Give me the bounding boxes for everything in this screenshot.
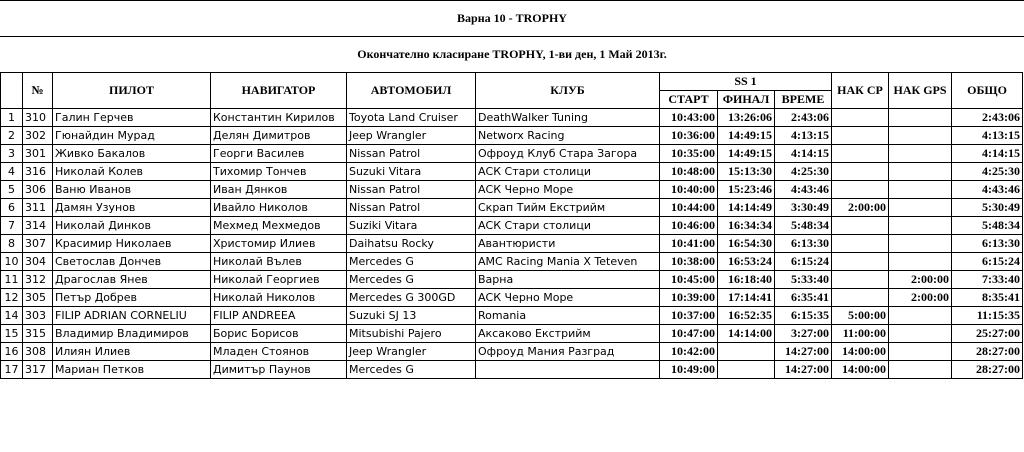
cell-total: 2:43:06: [952, 109, 1023, 127]
cell-navigator: Борис Борисов: [211, 325, 347, 343]
results-table: [0, 72, 1023, 379]
cell-car: Nissan Patrol: [347, 145, 476, 163]
cell-start: 10:42:00: [660, 343, 718, 361]
cell-nak-gps: [889, 199, 952, 217]
cell-start: 10:48:00: [660, 163, 718, 181]
cell-time: 4:25:30: [775, 163, 832, 181]
cell-car: Mercedes G: [347, 361, 476, 379]
cell-number: 307: [23, 235, 53, 253]
table-row: [1, 271, 1023, 289]
cell-pilot: Драгослав Янев: [53, 271, 211, 289]
cell-club: АСК Черно Море: [476, 289, 660, 307]
table-row: [1, 235, 1023, 253]
cell-start: 10:40:00: [660, 181, 718, 199]
cell-navigator: Николай Николов: [211, 289, 347, 307]
cell-finish: 15:23:46: [718, 181, 775, 199]
cell-pilot: Илиян Илиев: [53, 343, 211, 361]
cell-number: 308: [23, 343, 53, 361]
cell-nak-cp: [832, 145, 889, 163]
cell-time: 6:15:35: [775, 307, 832, 325]
cell-time: 14:27:00: [775, 343, 832, 361]
table-row: [1, 199, 1023, 217]
cell-position: 16: [1, 343, 23, 361]
cell-club: Romania: [476, 307, 660, 325]
table-row: [1, 127, 1023, 145]
cell-pilot: Ваню Иванов: [53, 181, 211, 199]
cell-nak-cp: [832, 253, 889, 271]
cell-pilot: Петър Добрев: [53, 289, 211, 307]
cell-total: 25:27:00: [952, 325, 1023, 343]
cell-number: 302: [23, 127, 53, 145]
cell-nak-gps: 2:00:00: [889, 271, 952, 289]
document-subtitle: Окончателно класиране TROPHY, 1-ви ден, 1 Май 2013г.: [357, 47, 667, 61]
cell-position: 7: [1, 217, 23, 235]
cell-total: 5:30:49: [952, 199, 1023, 217]
cell-finish: 14:14:00: [718, 325, 775, 343]
cell-time: 5:33:40: [775, 271, 832, 289]
cell-time: 6:35:41: [775, 289, 832, 307]
cell-pilot: Николай Колев: [53, 163, 211, 181]
document-title: Варна 10 - TROPHY: [457, 11, 567, 25]
cell-car: Nissan Patrol: [347, 181, 476, 199]
cell-car: Jeep Wrangler: [347, 343, 476, 361]
header-car: АВТОМОБИЛ: [347, 73, 476, 109]
cell-finish: 14:49:15: [718, 127, 775, 145]
cell-club: АСК Черно Море: [476, 181, 660, 199]
cell-navigator: Иван Дянков: [211, 181, 347, 199]
cell-position: 15: [1, 325, 23, 343]
cell-pilot: Галин Герчев: [53, 109, 211, 127]
cell-car: Nissan Patrol: [347, 199, 476, 217]
cell-number: 306: [23, 181, 53, 199]
cell-finish: 14:49:15: [718, 145, 775, 163]
cell-navigator: Делян Димитров: [211, 127, 347, 145]
cell-nak-cp: 14:00:00: [832, 361, 889, 379]
cell-time: 4:14:15: [775, 145, 832, 163]
cell-navigator: Николай Георгиев: [211, 271, 347, 289]
cell-navigator: Мехмед Мехмедов: [211, 217, 347, 235]
cell-club: Офроуд Мания Разград: [476, 343, 660, 361]
cell-club: Networx Racing: [476, 127, 660, 145]
cell-total: 28:27:00: [952, 343, 1023, 361]
table-row: [1, 163, 1023, 181]
cell-pilot: Николай Динков: [53, 217, 211, 235]
cell-position: 14: [1, 307, 23, 325]
cell-nak-cp: [832, 127, 889, 145]
cell-start: 10:46:00: [660, 217, 718, 235]
cell-navigator: Георги Василев: [211, 145, 347, 163]
cell-nak-gps: [889, 361, 952, 379]
cell-car: Mitsubishi Pajero: [347, 325, 476, 343]
table-row: [1, 181, 1023, 199]
table-row: [1, 217, 1023, 235]
cell-finish: [718, 361, 775, 379]
cell-nak-cp: [832, 217, 889, 235]
cell-time: 3:27:00: [775, 325, 832, 343]
cell-nak-gps: [889, 325, 952, 343]
cell-finish: 15:13:30: [718, 163, 775, 181]
table-row: [1, 109, 1023, 127]
cell-number: 304: [23, 253, 53, 271]
cell-finish: 16:53:24: [718, 253, 775, 271]
cell-navigator: Ивайло Николов: [211, 199, 347, 217]
table-row: [1, 253, 1023, 271]
cell-nak-gps: [889, 127, 952, 145]
cell-time: 6:15:24: [775, 253, 832, 271]
cell-number: 305: [23, 289, 53, 307]
cell-club: AMC Racing Mania X Teteven: [476, 253, 660, 271]
header-total: ОБЩО: [952, 73, 1023, 109]
cell-number: 311: [23, 199, 53, 217]
header-club: КЛУБ: [476, 73, 660, 109]
cell-navigator: Тихомир Тончев: [211, 163, 347, 181]
cell-number: 314: [23, 217, 53, 235]
cell-pilot: Владимир Владимиров: [53, 325, 211, 343]
cell-nak-gps: [889, 253, 952, 271]
cell-time: 14:27:00: [775, 361, 832, 379]
cell-position: 5: [1, 181, 23, 199]
cell-start: 10:38:00: [660, 253, 718, 271]
cell-nak-cp: [832, 235, 889, 253]
cell-pilot: Мариан Петков: [53, 361, 211, 379]
cell-car: Mercedes G 300GD: [347, 289, 476, 307]
cell-nak-gps: [889, 109, 952, 127]
title-rule: [0, 36, 1024, 37]
cell-pilot: FILIP ADRIAN CORNELIU: [53, 307, 211, 325]
cell-start: 10:37:00: [660, 307, 718, 325]
table-row: [1, 343, 1023, 361]
cell-nak-gps: [889, 145, 952, 163]
cell-total: 8:35:41: [952, 289, 1023, 307]
cell-number: 316: [23, 163, 53, 181]
table-row: [1, 361, 1023, 379]
cell-position: 11: [1, 271, 23, 289]
cell-car: Mercedes G: [347, 271, 476, 289]
cell-car: Suzuki Vitara: [347, 163, 476, 181]
cell-time: 5:48:34: [775, 217, 832, 235]
cell-finish: 16:18:40: [718, 271, 775, 289]
cell-pilot: Светослав Дончев: [53, 253, 211, 271]
cell-start: 10:45:00: [660, 271, 718, 289]
cell-nak-cp: 5:00:00: [832, 307, 889, 325]
cell-nak-cp: 14:00:00: [832, 343, 889, 361]
cell-finish: [718, 343, 775, 361]
cell-total: 5:48:34: [952, 217, 1023, 235]
cell-club: Скрап Тийм Екстрийм: [476, 199, 660, 217]
cell-finish: 16:52:35: [718, 307, 775, 325]
cell-car: Daihatsu Rocky: [347, 235, 476, 253]
cell-navigator: Христомир Илиев: [211, 235, 347, 253]
cell-total: 11:15:35: [952, 307, 1023, 325]
cell-position: 2: [1, 127, 23, 145]
cell-total: 6:15:24: [952, 253, 1023, 271]
cell-start: 10:47:00: [660, 325, 718, 343]
cell-position: 1: [1, 109, 23, 127]
cell-total: 6:13:30: [952, 235, 1023, 253]
cell-time: 3:30:49: [775, 199, 832, 217]
cell-pilot: Живко Бакалов: [53, 145, 211, 163]
cell-car: Mercedes G: [347, 253, 476, 271]
cell-nak-gps: [889, 235, 952, 253]
cell-car: Jeep Wrangler: [347, 127, 476, 145]
cell-nak-cp: [832, 289, 889, 307]
table-row: [1, 325, 1023, 343]
cell-total: 4:14:15: [952, 145, 1023, 163]
cell-time: 4:13:15: [775, 127, 832, 145]
cell-number: 315: [23, 325, 53, 343]
cell-finish: 14:14:49: [718, 199, 775, 217]
cell-nak-cp: 11:00:00: [832, 325, 889, 343]
cell-finish: 13:26:06: [718, 109, 775, 127]
cell-navigator: Константин Кирилов: [211, 109, 347, 127]
cell-position: 6: [1, 199, 23, 217]
cell-position: 12: [1, 289, 23, 307]
cell-time: 6:13:30: [775, 235, 832, 253]
cell-club: Авантюристи: [476, 235, 660, 253]
cell-total: 7:33:40: [952, 271, 1023, 289]
cell-time: 4:43:46: [775, 181, 832, 199]
cell-club: АСК Стари столици: [476, 163, 660, 181]
header-time: ВРЕМЕ: [775, 91, 832, 109]
cell-start: 10:36:00: [660, 127, 718, 145]
cell-nak-gps: [889, 343, 952, 361]
cell-nak-cp: [832, 109, 889, 127]
cell-club: Аксаково Екстрийм: [476, 325, 660, 343]
cell-club: Варна: [476, 271, 660, 289]
header-position: [1, 73, 23, 109]
cell-nak-gps: [889, 307, 952, 325]
header-number: №: [23, 73, 53, 109]
cell-car: Suzuki SJ 13: [347, 307, 476, 325]
cell-nak-cp: [832, 271, 889, 289]
cell-navigator: Младен Стоянов: [211, 343, 347, 361]
cell-nak-gps: [889, 181, 952, 199]
cell-start: 10:35:00: [660, 145, 718, 163]
table-row: [1, 307, 1023, 325]
cell-finish: 16:54:30: [718, 235, 775, 253]
cell-club: АСК Стари столици: [476, 217, 660, 235]
header-navigator: НАВИГАТОР: [211, 73, 347, 109]
cell-number: 303: [23, 307, 53, 325]
cell-club: [476, 361, 660, 379]
cell-car: Suziki Vitara: [347, 217, 476, 235]
cell-pilot: Гюнайдин Мурад: [53, 127, 211, 145]
cell-number: 301: [23, 145, 53, 163]
header-nak-cp: НАК CP: [832, 73, 889, 109]
header-start: СТАРТ: [660, 91, 718, 109]
cell-nak-gps: [889, 217, 952, 235]
cell-position: 8: [1, 235, 23, 253]
cell-club: DeathWalker Tuning: [476, 109, 660, 127]
cell-nak-cp: 2:00:00: [832, 199, 889, 217]
cell-nak-cp: [832, 163, 889, 181]
cell-position: 17: [1, 361, 23, 379]
cell-navigator: Николай Вълев: [211, 253, 347, 271]
cell-position: 4: [1, 163, 23, 181]
cell-position: 10: [1, 253, 23, 271]
cell-car: Toyota Land Cruiser: [347, 109, 476, 127]
cell-pilot: Красимир Николаев: [53, 235, 211, 253]
cell-navigator: FILIP ANDREEA: [211, 307, 347, 325]
cell-pilot: Дамян Узунов: [53, 199, 211, 217]
cell-number: 310: [23, 109, 53, 127]
cell-nak-gps: 2:00:00: [889, 289, 952, 307]
cell-finish: 16:34:34: [718, 217, 775, 235]
cell-position: 3: [1, 145, 23, 163]
cell-total: 4:43:46: [952, 181, 1023, 199]
header-pilot: ПИЛОТ: [53, 73, 211, 109]
cell-start: 10:44:00: [660, 199, 718, 217]
header-nak-gps: НАК GPS: [889, 73, 952, 109]
cell-number: 317: [23, 361, 53, 379]
cell-number: 312: [23, 271, 53, 289]
header-ss1: SS 1: [660, 73, 832, 91]
cell-nak-gps: [889, 163, 952, 181]
table-row: [1, 289, 1023, 307]
cell-start: 10:39:00: [660, 289, 718, 307]
table-row: [1, 145, 1023, 163]
cell-start: 10:49:00: [660, 361, 718, 379]
cell-total: 28:27:00: [952, 361, 1023, 379]
cell-finish: 17:14:41: [718, 289, 775, 307]
cell-start: 10:41:00: [660, 235, 718, 253]
cell-time: 2:43:06: [775, 109, 832, 127]
cell-total: 4:13:15: [952, 127, 1023, 145]
header-finish: ФИНАЛ: [718, 91, 775, 109]
cell-start: 10:43:00: [660, 109, 718, 127]
cell-total: 4:25:30: [952, 163, 1023, 181]
cell-club: Офроуд Клуб Стара Загора: [476, 145, 660, 163]
cell-navigator: Димитър Паунов: [211, 361, 347, 379]
cell-nak-cp: [832, 181, 889, 199]
